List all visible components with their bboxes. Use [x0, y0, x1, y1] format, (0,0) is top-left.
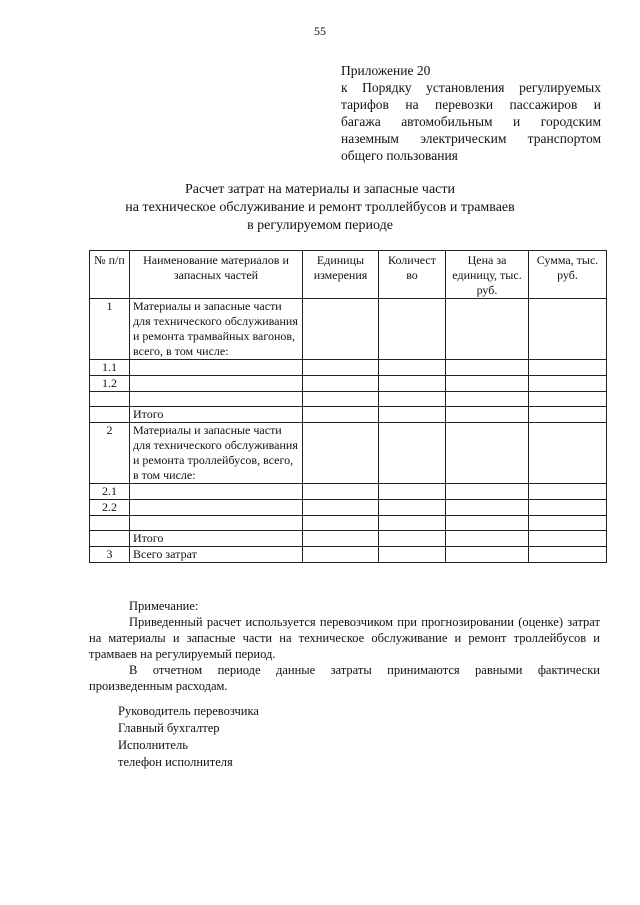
- row-name: Итого: [130, 407, 303, 423]
- row-sum: [529, 547, 607, 563]
- document-title-line-1: Расчет затрат на материалы и запасные части: [185, 182, 455, 197]
- notes-paragraph-2: В отчетном периоде данные затраты принимаются равными фактически произведенным расходам.: [89, 663, 600, 693]
- document-title-line-3: в регулируемом периоде: [247, 218, 393, 233]
- table-row: [90, 484, 607, 500]
- header-quantity: Количест во: [379, 251, 446, 299]
- header-num: № п/п: [90, 251, 130, 299]
- appendix-line-3: багажа автомобильным и городским: [341, 114, 601, 129]
- row-quantity: [379, 360, 446, 376]
- row-name: [130, 376, 303, 392]
- row-quantity: [379, 484, 446, 500]
- table-row: [90, 299, 607, 360]
- row-sum: [529, 376, 607, 392]
- row-unit-price: [446, 531, 529, 547]
- table-row: [90, 392, 607, 407]
- row-quantity: [379, 500, 446, 516]
- row-unit-price: [446, 376, 529, 392]
- table-header-row: [90, 251, 607, 299]
- row-num: [90, 392, 130, 407]
- row-quantity: [379, 376, 446, 392]
- table-row: [90, 423, 607, 484]
- row-units: [303, 407, 379, 423]
- appendix-line-5: общего пользования: [341, 148, 458, 163]
- row-num: 2.2: [90, 500, 130, 516]
- row-sum: [529, 531, 607, 547]
- row-quantity: [379, 392, 446, 407]
- document-title-line-2: на техническое обслуживание и ремонт троллейбусов и трамваев: [125, 200, 515, 215]
- row-unit-price: [446, 423, 529, 484]
- notes-block: [89, 598, 600, 694]
- row-num: 2: [90, 423, 130, 484]
- row-num: 1: [90, 299, 130, 360]
- table-row: [90, 360, 607, 376]
- row-name: [130, 500, 303, 516]
- row-name: Материалы и запасные части для технического обслуживания и ремонта трамвайных вагонов, всего, в том числе:: [130, 299, 303, 360]
- row-name: [130, 484, 303, 500]
- cost-table: [89, 250, 607, 563]
- row-sum: [529, 500, 607, 516]
- row-units: [303, 484, 379, 500]
- row-units: [303, 299, 379, 360]
- signature-executor: Исполнитель: [118, 738, 188, 752]
- row-units: [303, 516, 379, 531]
- document-title: [0, 181, 640, 235]
- row-units: [303, 531, 379, 547]
- row-units: [303, 423, 379, 484]
- row-unit-price: [446, 516, 529, 531]
- row-sum: [529, 299, 607, 360]
- table-row: [90, 407, 607, 423]
- signatures-block: [118, 703, 259, 771]
- header-name: Наименование материалов и запасных частей: [130, 251, 303, 299]
- row-units: [303, 376, 379, 392]
- row-num: [90, 516, 130, 531]
- signature-accountant: Главный бухгалтер: [118, 721, 220, 735]
- row-sum: [529, 484, 607, 500]
- row-quantity: [379, 516, 446, 531]
- row-num: 1.1: [90, 360, 130, 376]
- row-num: 1.2: [90, 376, 130, 392]
- row-unit-price: [446, 500, 529, 516]
- row-sum: [529, 392, 607, 407]
- row-unit-price: [446, 547, 529, 563]
- row-name: [130, 360, 303, 376]
- table-row: [90, 547, 607, 563]
- table-row: [90, 531, 607, 547]
- signature-head: Руководитель перевозчика: [118, 704, 259, 718]
- table-row: [90, 516, 607, 531]
- notes-paragraph-1: Приведенный расчет используется перевозчиком при прогнозировании (оценке) затрат на материалы и запасные части на техническое обслуживание и ремонт троллейбусов и трамваев на регулируемый период.: [89, 615, 600, 661]
- row-units: [303, 392, 379, 407]
- row-sum: [529, 360, 607, 376]
- row-quantity: [379, 407, 446, 423]
- row-num: 2.1: [90, 484, 130, 500]
- row-units: [303, 360, 379, 376]
- page-number: 55: [314, 24, 326, 38]
- row-quantity: [379, 423, 446, 484]
- row-num: 3: [90, 547, 130, 563]
- row-unit-price: [446, 407, 529, 423]
- row-units: [303, 500, 379, 516]
- header-unit-price: Цена за единицу, тыс. руб.: [446, 251, 529, 299]
- appendix-line-2: тарифов на перевозки пассажиров и: [341, 97, 601, 112]
- appendix-line-1: к Порядку установления регулируемых: [341, 80, 601, 95]
- row-unit-price: [446, 299, 529, 360]
- row-quantity: [379, 547, 446, 563]
- notes-heading: Примечание:: [129, 599, 199, 613]
- row-quantity: [379, 299, 446, 360]
- row-unit-price: [446, 392, 529, 407]
- appendix-block: [341, 62, 601, 164]
- appendix-line-4: наземным электрическим транспортом: [341, 131, 601, 146]
- row-name: [130, 516, 303, 531]
- row-name: Материалы и запасные части для технического обслуживания и ремонта троллейбусов, всего, в том числе:: [130, 423, 303, 484]
- row-unit-price: [446, 360, 529, 376]
- row-num: [90, 407, 130, 423]
- row-unit-price: [446, 484, 529, 500]
- row-units: [303, 547, 379, 563]
- appendix-title: Приложение 20: [341, 63, 431, 78]
- row-name: Итого: [130, 531, 303, 547]
- header-units: Единицы измерения: [303, 251, 379, 299]
- row-name: [130, 392, 303, 407]
- row-sum: [529, 407, 607, 423]
- row-num: [90, 531, 130, 547]
- table-row: [90, 500, 607, 516]
- table-row: [90, 376, 607, 392]
- header-sum: Сумма, тыс. руб.: [529, 251, 607, 299]
- row-name: Всего затрат: [130, 547, 303, 563]
- row-quantity: [379, 531, 446, 547]
- row-sum: [529, 423, 607, 484]
- row-sum: [529, 516, 607, 531]
- signature-phone: телефон исполнителя: [118, 755, 233, 769]
